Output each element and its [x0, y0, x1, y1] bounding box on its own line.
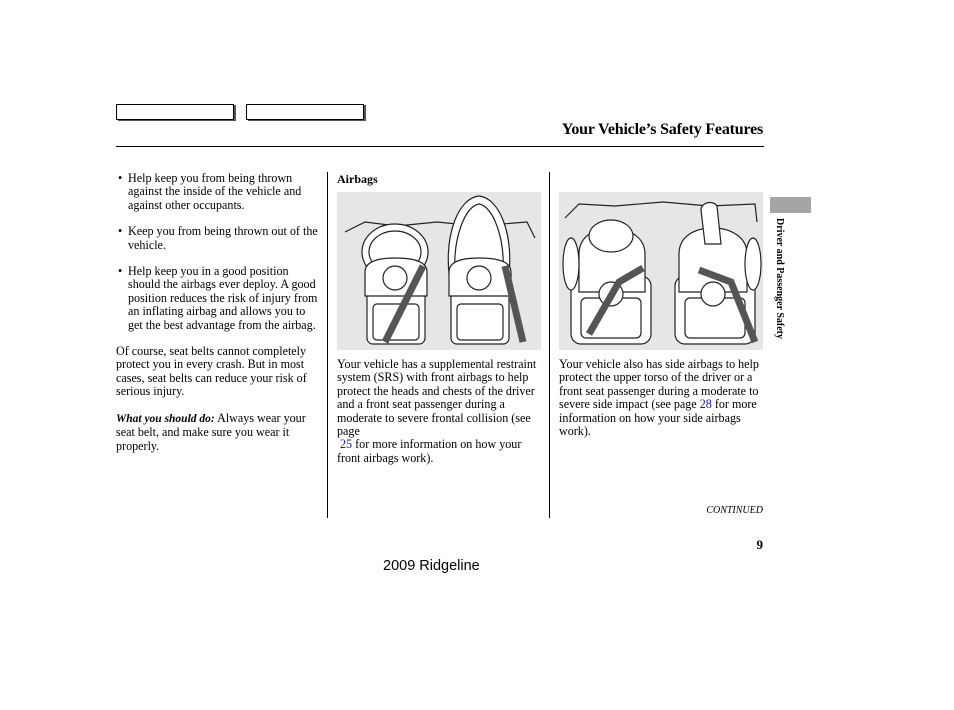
- front-airbags-text: [337, 358, 547, 465]
- page-title: Your Vehicle’s Safety Features: [561, 121, 763, 138]
- section-tab[interactable]: [770, 197, 811, 213]
- header-rule: [116, 146, 764, 147]
- side-airbags-text-part: for more information on how your side airbags work).: [559, 397, 757, 439]
- bullet-text: Keep you from being thrown out of the vehicle.: [128, 224, 318, 252]
- continued-label: CONTINUED: [706, 505, 763, 516]
- front-airbags-text-part: for more information on how your front airbags work).: [337, 437, 522, 465]
- bullet-item: [116, 172, 318, 212]
- side-airbags-text-part: Your vehicle also has side airbags to help protect the upper torso of the driver or a front seat passenger during a moderate to severe side impact (see page: [559, 357, 759, 412]
- bullet-item: [116, 265, 318, 332]
- advice-lead: What you should do:: [116, 412, 215, 425]
- side-airbags-drawing: [559, 192, 763, 350]
- side-airbags-illustration: [559, 192, 763, 350]
- page-link-25[interactable]: 25: [340, 437, 353, 452]
- advice-text: Always wear your seat belt, and make sure you wear it properly.: [116, 410, 306, 453]
- bullet-icon: •: [118, 224, 123, 239]
- front-airbags-text-part: Your vehicle has a supplemental restraint system (SRS) with front airbags to help protect the heads and chests of the driver and a front seat passenger during a moderate to severe frontal collision (see page: [337, 357, 537, 439]
- front-airbags-illustration: [337, 192, 541, 350]
- column-divider-1: [327, 172, 328, 518]
- nav-box-left[interactable]: [116, 104, 234, 120]
- bullet-icon: •: [118, 264, 123, 279]
- bullet-item: [116, 225, 318, 252]
- column-1: [116, 172, 318, 466]
- section-side-label: Driver and Passenger Safety: [774, 218, 785, 340]
- side-airbags-text: [559, 358, 765, 438]
- front-airbags-drawing: [337, 192, 541, 350]
- bullet-text: Help keep you from being thrown against the inside of the vehicle and against other occupants.: [128, 171, 302, 212]
- vehicle-model-label: 2009 Ridgeline: [383, 558, 480, 574]
- section-heading: Airbags: [337, 172, 378, 186]
- nav-box-right[interactable]: [246, 104, 364, 120]
- page-link-28[interactable]: 28: [699, 397, 712, 412]
- bullet-text: Help keep you in a good position should the airbags ever deploy. A good position reduces the risk of injury from an inflating airbag and allows you to get the best advantage from the airbag.: [128, 264, 318, 332]
- page-number: 9: [756, 537, 763, 552]
- advice-paragraph: [116, 412, 318, 453]
- bullet-icon: •: [118, 171, 123, 185]
- column-divider-2: [549, 172, 550, 518]
- seatbelt-paragraph: Of course, seat belts cannot completely protect you in every crash. But in most cases, seat belts can reduce your risk of serious injury.: [116, 344, 307, 399]
